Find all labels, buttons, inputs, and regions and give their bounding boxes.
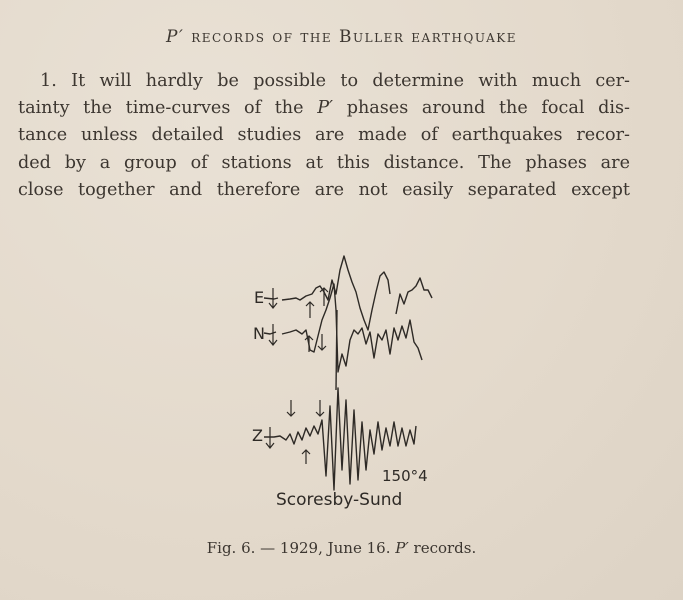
running-head-symbol: P′ [166,27,185,47]
caption-prefix: Fig. 6. — 1929, June 16. [206,539,396,557]
epicentral-distance: 150°4 [382,467,428,485]
figure-caption [0,539,683,557]
paragraph-line: 1. It will hardly be possible to determine with much cer- [40,71,630,91]
trace-label-e: E [254,288,265,307]
trace-label-n: N [253,324,265,343]
paragraph-line: ded by a group of stations at this distance. The phases are [18,152,630,173]
caption-symbol: P′ [395,539,409,557]
trace-label-z: Z [252,426,263,445]
station-name: Scoresby-Sund [276,490,403,510]
caption-suffix: records. [408,539,477,557]
paragraph-line: tance unless detailed studies are made of earthquakes recor- [18,125,630,146]
paragraph-line: close together and therefore are not easily separated except [18,179,630,200]
line-text: tainty the time-curves of the [18,98,318,119]
p-prime-symbol: P′ [317,98,334,119]
paragraph-line [18,95,630,122]
running-head [0,27,683,47]
seismogram-traces [240,250,440,530]
line-text: phases around the focal dis- [333,98,630,119]
running-head-text: records of the Buller earthquake [191,27,517,47]
seismogram-figure [240,250,440,530]
body-paragraph [18,68,630,204]
